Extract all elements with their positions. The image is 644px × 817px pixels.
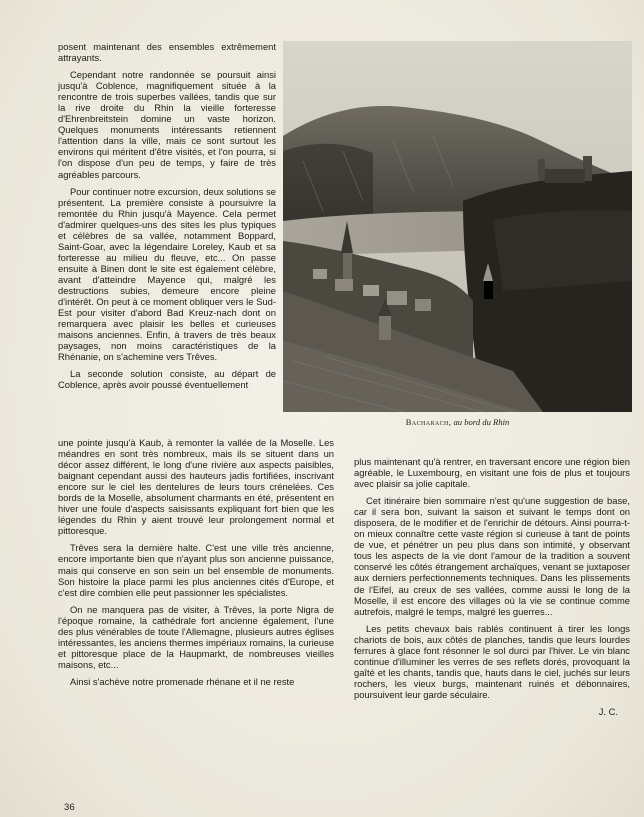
paragraph: Cet itinéraire bien sommaire n'est qu'une suggestion de base, car il sera bon, suivant la saison et suivant le temps dont on disposera, de le modifier et de l'enrichir de détours. Ainsi pourra-t-on mieux connaître cette vaste région si curieuse à tant de points de vue, et pénétrer un peu plus dans son intimité, y observant tous les aspects de la vie dont l'amour de la tradition a souvent conservé les côtés étrangement archaïques, venant se juxtaposer aux derniers perfectionnements techniques. Dans les plissements de l'Eifel, au creux de ses vallées, comme aussi le long de la Moselle, il est encore des villages où la vie se continue comme autrefois, malgré le temps, malgré les guerres... xyxy=(354,495,630,617)
bottom-left-column xyxy=(58,437,334,693)
paragraph: La seconde solution consiste, au départ de Coblence, après avoir poussé éventuellement xyxy=(58,368,276,391)
paragraph: Trêves sera la dernière halte. C'est une ville très ancienne, encore importante bien que n'ayant plus son ancienne puissance, mais qui conserve en son sein un bel ensemble de monuments. Son histoire la place parmi les plus anciennes cités d'Europe, et c'est dire combien elle peut passionner les spécialistes. xyxy=(58,542,334,598)
paragraph: On ne manquera pas de visiter, à Trêves, la porte Nigra de l'époque romaine, la cathédrale fort ancienne également, l'une des plus vénérables de toute l'Allemagne, plusieurs autres églises intéressantes, les anciens thermes impériaux romains, la curieuse et pittoresque place de la Haupmarkt, de nombreuses vieilles maisons, etc... xyxy=(58,603,334,670)
paragraph: Les petits chevaux bais rablés continuent à tirer les longs chariots de bois, aux côtés de planches, tandis que leurs lourdes ferrures à glace font résonner le sol durci par l'hiver. Le vin blanc continue d'illuminer les verres de ses reflets dorés, provoquant la gaîté et les chants, tandis que, hauts dans le ciel, juchés sur leurs rochers, les vieux burgs, maintenant ruinés et débonnaires, poursuivent leur garde séculaire. xyxy=(354,622,630,700)
paragraph: Ainsi s'achève notre promenade rhénane et il ne reste xyxy=(70,675,295,687)
paragraph: Cependant notre randonnée se poursuit ainsi jusqu'à Coblence, magnifiquement située à la rencontre de trois superbes vallées, tandis que sur la rive droite du Rhin la vieille forteresse d'Ehrenbreitstein domine un vaste horizon. Quelques monuments intéressants retiennent l'attention dans la ville, mais ce sont surtout les environs qui méritent d'être visités, et l'on pourra, si l'on dispose d'un peu de temps, y faire de très agréables parcours. xyxy=(58,69,276,180)
page-number: 36 xyxy=(64,802,75,813)
caption-place: Bacharach, xyxy=(405,417,452,427)
paragraph: Pour continuer notre excursion, deux solutions se présentent. La première consiste à poursuivre la remontée du Rhin jusqu'à Mayence. Cela permet d'admirer quelques-uns des sites les plus typiques et célèbres de sa vallée, notamment Boppard, Saint-Goar, avec la légendaire Loreley, Kaub et sa forteresse au milieu du fleuve, etc... On passe ensuite à Binen dont le site est également célèbre, avant d'atteindre Mayence qui, malgré les destructions subies, demeure encore pleine d'intérêt. On peut à ce moment obliquer vers le Sud-Est pour visiter d'abord Bad Kreuz-nach dont on remarquera avec plaisir les belles et curieuses maisons anciennes. Enfin, à travers de très beaux paysages, non moins caractéristiques de la Rhénanie, on s'achemine vers Trêves. xyxy=(58,185,276,363)
bottom-text-area xyxy=(58,437,630,717)
photo-caption xyxy=(283,417,632,427)
paragraph: posent maintenant des ensembles extrêmement attrayants. xyxy=(58,41,276,64)
bottom-right-column xyxy=(354,456,630,717)
rhine-valley-landscape xyxy=(283,41,632,412)
left-text-column xyxy=(58,41,276,396)
author-signature: J. C. xyxy=(598,705,618,717)
bacharach-photo xyxy=(283,41,632,412)
caption-text: au bord du Rhin xyxy=(453,417,510,427)
paragraph: une pointe jusqu'à Kaub, à remonter la vallée de la Moselle. Les méandres en sont très nombreux, mais ils se situent dans un décor assez différent, le long d'une rivière aux aspects paisibles, baignant cependant aussi des hauteurs jadis fortifiées, inscrivant encore sur le ciel les dentelures de leurs tours crénelées. Ces bords de la Moselle, absolument charmants en été, présentent en hiver une foule d'aspects saisissants expliquant fort bien que les légendes du Rhin y aient trouvé leur prolongement normal et pittoresque. xyxy=(58,437,334,537)
paragraph: plus maintenant qu'à rentrer, en traversant encore une région bien agréable, le Luxembourg, en visitant une fois de plus et toujours avec plaisir sa jolie capitale. xyxy=(354,456,630,490)
